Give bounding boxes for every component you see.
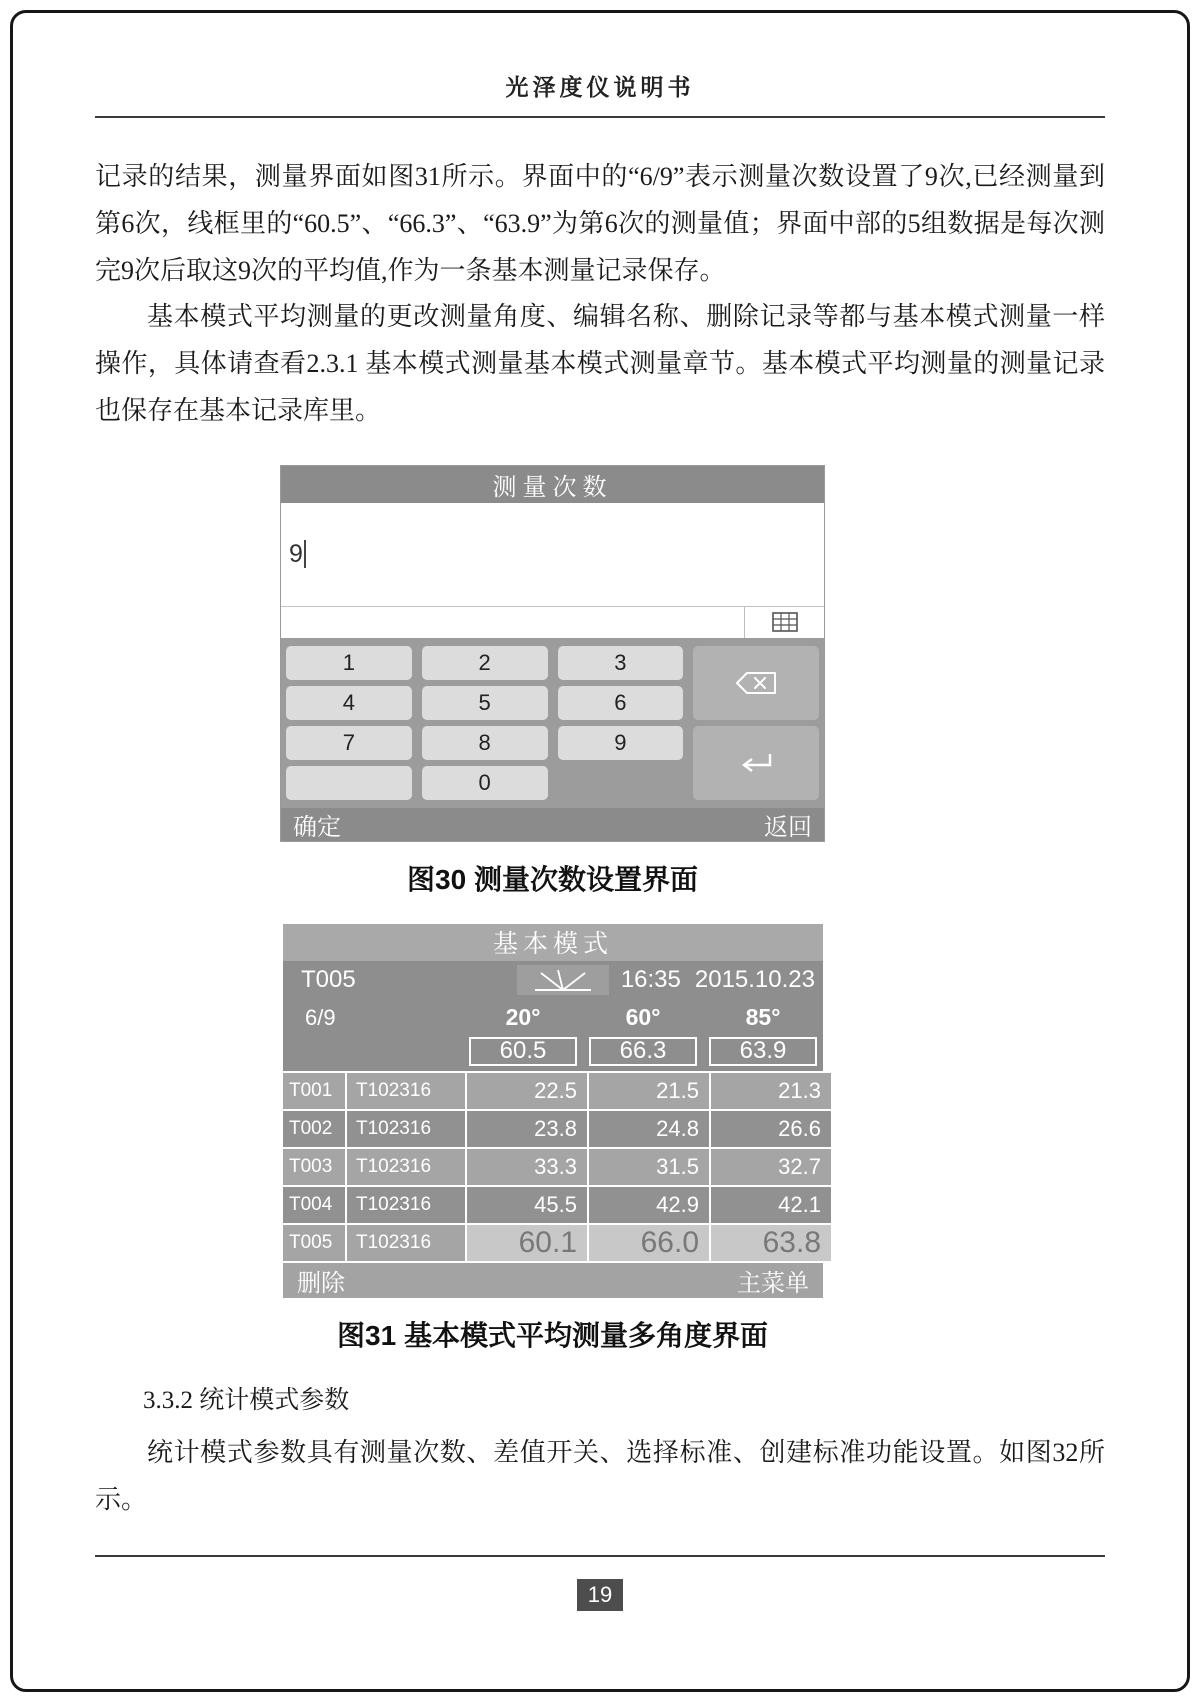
record-id: T005: [283, 1225, 345, 1261]
count-input-value: 9: [289, 539, 303, 568]
page-content: [13, 118, 1187, 1523]
angle-rays-icon: [531, 967, 595, 993]
record-value: 24.8: [589, 1111, 709, 1147]
angle-icon-box: [517, 965, 609, 995]
record-id: T003: [283, 1149, 345, 1185]
key-2[interactable]: 2: [422, 646, 548, 680]
key-4[interactable]: 4: [286, 686, 412, 720]
dialog-softkey-bar: [281, 808, 824, 841]
page-header: [13, 13, 1187, 118]
count-input-field[interactable]: [281, 503, 824, 607]
record-value: 32.7: [711, 1149, 831, 1185]
record-name: T102316: [347, 1073, 465, 1109]
record-value: 21.3: [711, 1073, 831, 1109]
record-value: 63.8: [711, 1225, 831, 1261]
key-9[interactable]: 9: [558, 726, 684, 760]
angle-header-row: [283, 1000, 823, 1036]
figure-31-caption: 图31 基本模式平均测量多角度界面: [337, 1319, 768, 1351]
current-value-60: 66.3: [589, 1037, 697, 1066]
record-value: 42.1: [711, 1187, 831, 1223]
angle-header-60: 60°: [625, 1004, 661, 1031]
current-value-85: 63.9: [709, 1037, 817, 1066]
manual-title: 光泽度仪说明书: [505, 74, 695, 100]
dialog-title: 测量次数: [281, 466, 824, 503]
spacer: [283, 1037, 463, 1066]
angle-header-20: 20°: [505, 1004, 541, 1031]
record-id: T004: [283, 1187, 345, 1223]
paragraph-2: 基本模式平均测量的更改测量角度、编辑名称、删除记录等都与基本模式测量一样操作，具体请查看2.3.1 基本模式测量基本模式测量章节。基本模式平均测量的测量记录也保存在基本记录库里。: [95, 302, 1105, 425]
enter-icon: [736, 750, 776, 776]
record-name: T102316: [347, 1225, 465, 1261]
record-value: 22.5: [467, 1073, 587, 1109]
screen-title: 基本模式: [283, 924, 823, 961]
delete-button[interactable]: 删除: [297, 1269, 345, 1297]
keyboard-grid-icon: [772, 612, 798, 632]
paragraph-3: 统计模式参数具有测量次数、差值开关、选择标准、创建标准功能设置。如图32所示。: [95, 1437, 1105, 1514]
section-heading: 3.3.2 统计模式参数: [143, 1386, 350, 1414]
record-value: 45.5: [467, 1187, 587, 1223]
enter-key[interactable]: [693, 726, 819, 800]
page-number: 19: [577, 1579, 623, 1611]
time-label: 16:35: [620, 966, 681, 994]
backspace-icon: [734, 670, 778, 696]
key-1[interactable]: 1: [286, 646, 412, 680]
record-value: 66.0: [589, 1225, 709, 1261]
date-label: 2015.10.23: [694, 966, 815, 994]
text-cursor: [304, 540, 306, 568]
footer-rule: [95, 1555, 1105, 1557]
numeric-keypad: [281, 638, 824, 808]
key-0[interactable]: 0: [422, 766, 548, 800]
record-value: 33.3: [467, 1149, 587, 1185]
figure-31-basic-mode-screen: [283, 924, 823, 1298]
key-3[interactable]: 3: [558, 646, 684, 680]
paragraph-1: 记录的结果，测量界面如图31所示。界面中的“6/9”表示测量次数设置了9次,已经测量到第6次，线框里的“60.5”、“66.3”、“63.9”为第6次的测量值；界面中部的5组数据是每次测完9次后取这9次的平均值,作为一条基本测量记录保存。: [95, 162, 1105, 285]
back-button[interactable]: 返回: [764, 813, 812, 841]
screen-softkey-bar: [283, 1263, 823, 1298]
confirm-button[interactable]: 确定: [293, 813, 341, 841]
record-value: 21.5: [589, 1073, 709, 1109]
record-value: 60.1: [467, 1225, 587, 1261]
record-id: T002: [283, 1111, 345, 1147]
keyboard-toggle-button[interactable]: [744, 607, 824, 638]
key-8[interactable]: 8: [422, 726, 548, 760]
record-name: T102316: [347, 1149, 465, 1185]
manual-page: [10, 10, 1190, 1692]
main-menu-button[interactable]: 主菜单: [737, 1269, 809, 1297]
record-id: T001: [283, 1073, 345, 1109]
measure-count-indicator: 6/9: [305, 1004, 336, 1030]
figure-30-caption: 图30 测量次数设置界面: [407, 863, 698, 895]
backspace-key[interactable]: [693, 646, 819, 720]
blank-key[interactable]: [286, 766, 412, 800]
figure-30-measure-count-dialog: [280, 465, 825, 842]
page-footer: [95, 1555, 1105, 1611]
current-record-name: T005: [301, 966, 356, 994]
key-7[interactable]: 7: [286, 726, 412, 760]
record-value: 31.5: [589, 1149, 709, 1185]
current-value-20: 60.5: [469, 1037, 577, 1066]
record-table: [283, 1071, 823, 1263]
record-value: 26.6: [711, 1111, 831, 1147]
current-measurement-row: [283, 1036, 823, 1071]
key-6[interactable]: 6: [558, 686, 684, 720]
key-5[interactable]: 5: [422, 686, 548, 720]
angle-header-85: 85°: [745, 1004, 781, 1031]
record-info-bar: [283, 961, 823, 1000]
record-name: T102316: [347, 1111, 465, 1147]
record-name: T102316: [347, 1187, 465, 1223]
input-toolbar: [281, 607, 824, 638]
record-value: 23.8: [467, 1111, 587, 1147]
record-value: 42.9: [589, 1187, 709, 1223]
